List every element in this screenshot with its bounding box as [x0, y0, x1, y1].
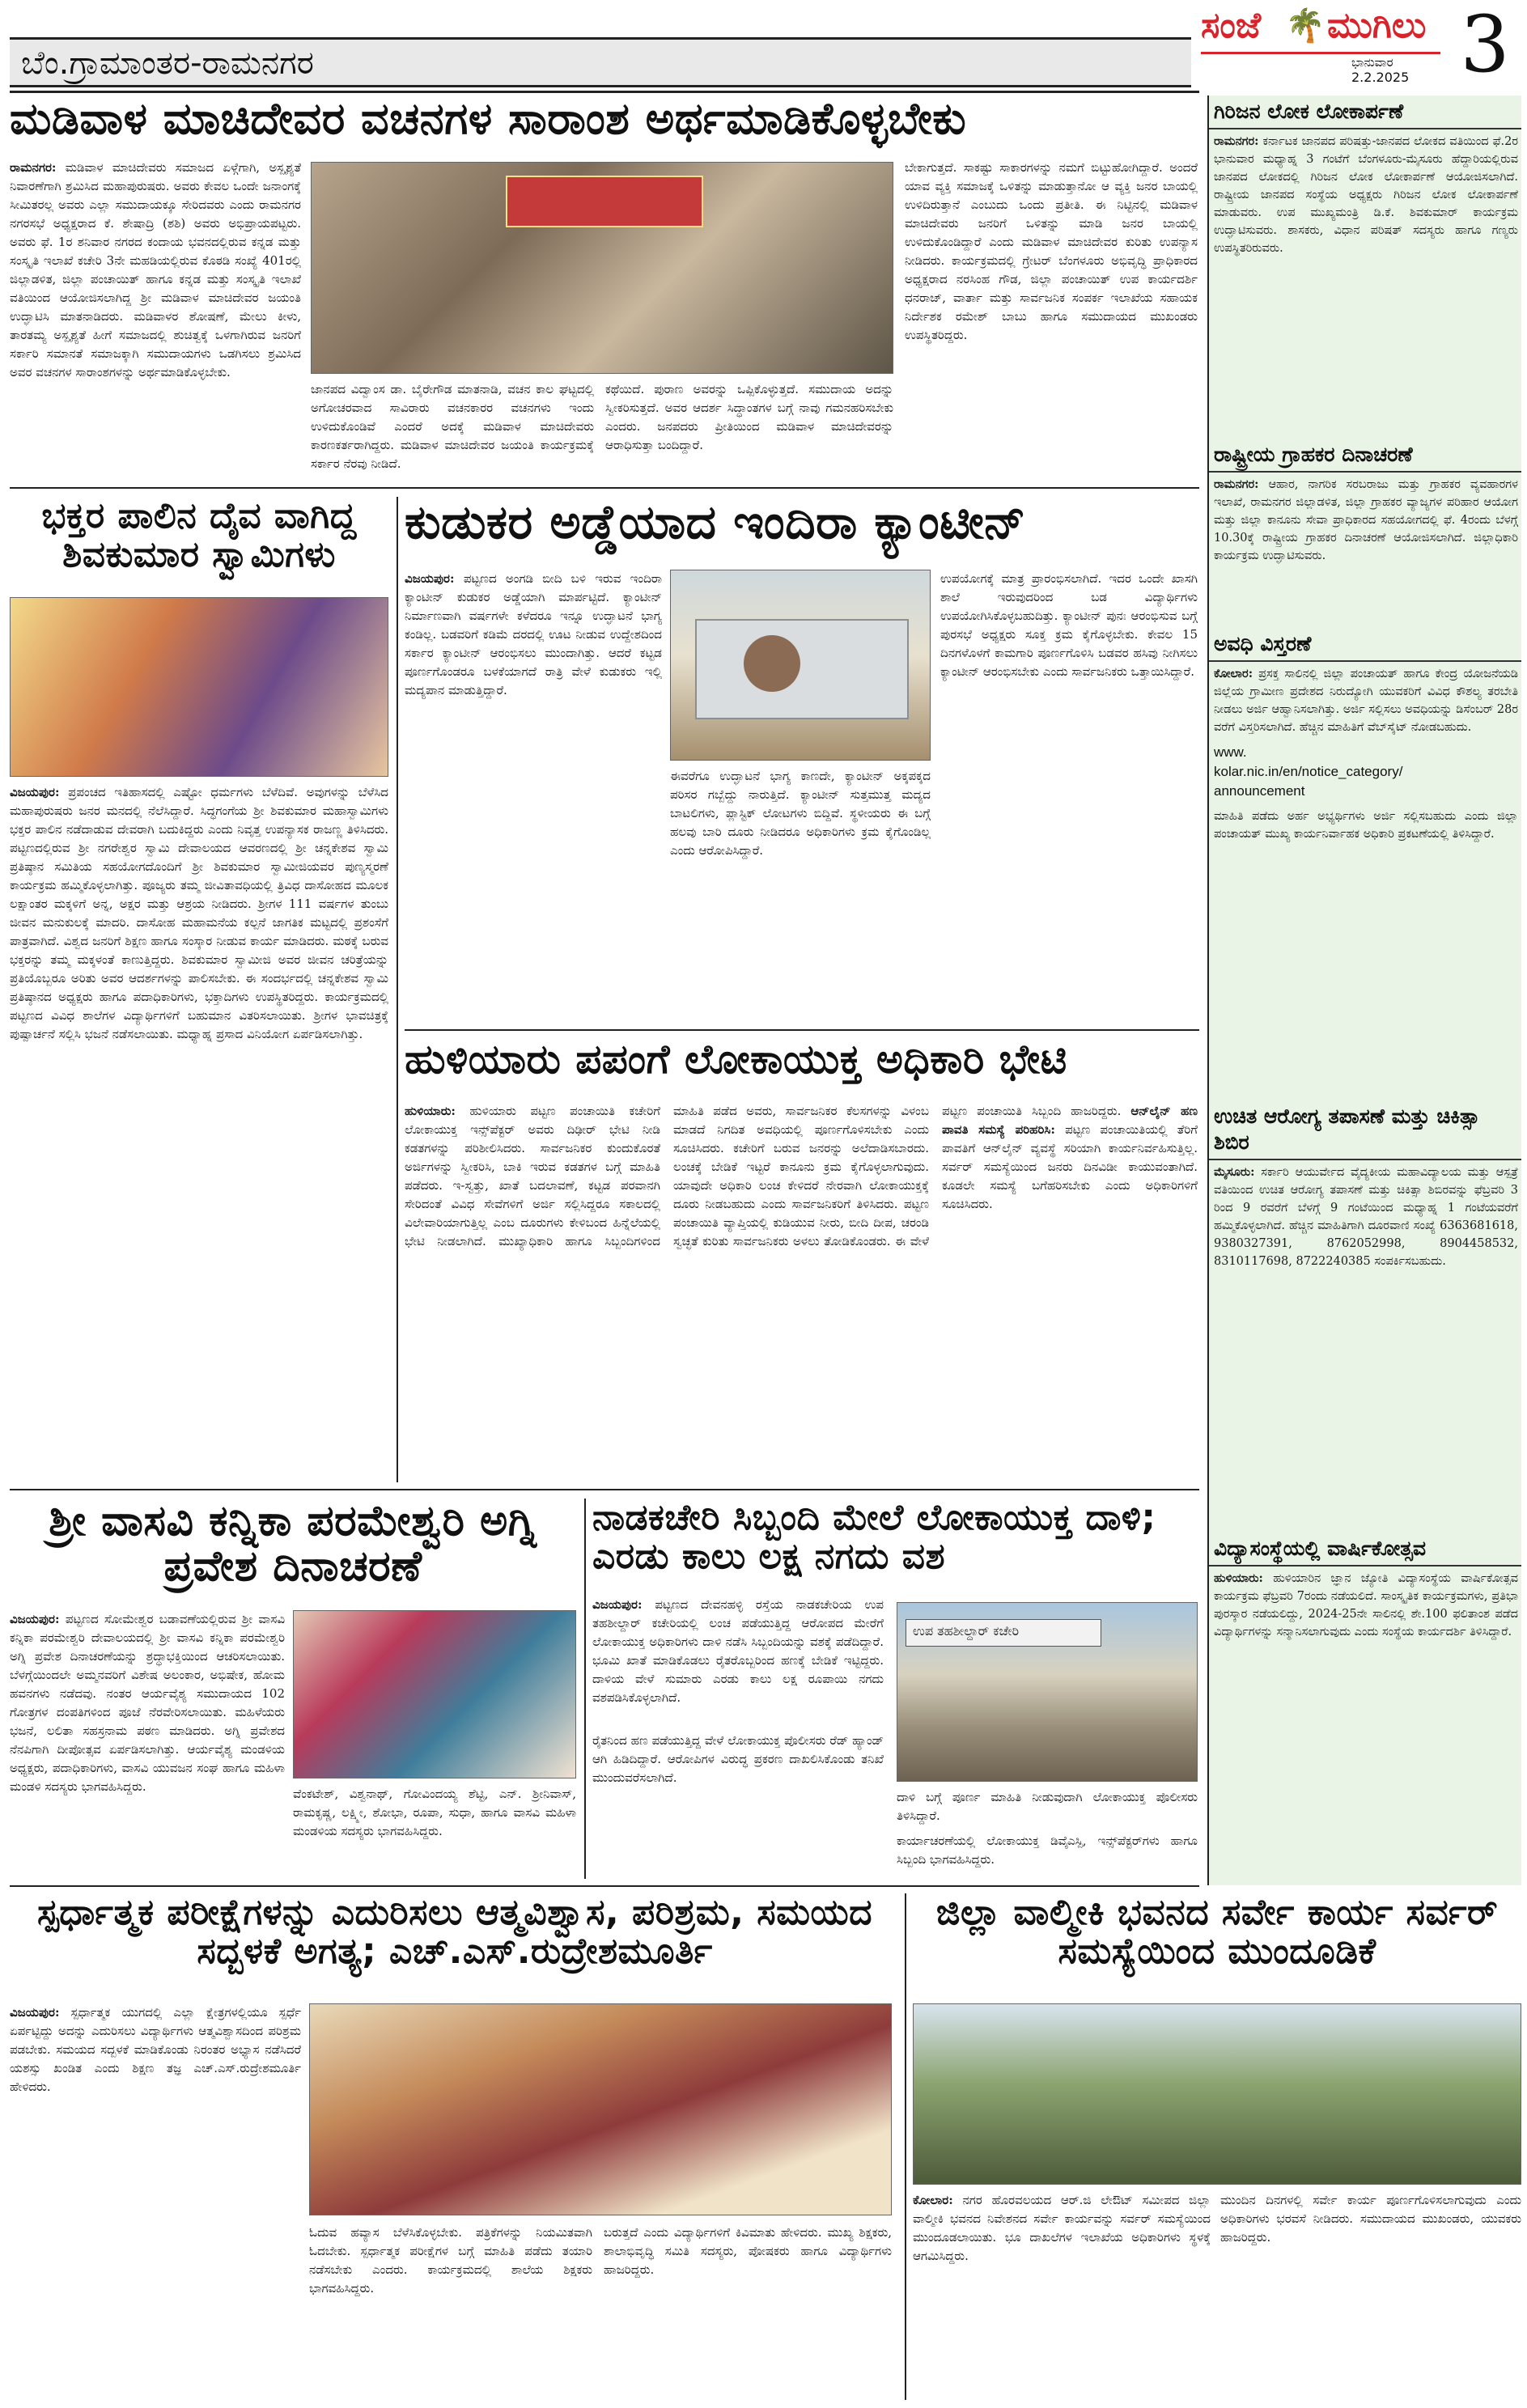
rule-a3 [405, 1029, 1199, 1031]
s3-link-2[interactable]: kolar.nic.in/en/notice_category/ [1214, 764, 1403, 779]
a4-body-text: ಹುಳಿಯಾರು ಪಟ್ಟಣ ಪಂಚಾಯಿತಿ ಕಚೇರಿಗೆ ಲೋಕಾಯುಕ್ತ ಇನ್ಸ್‌ಪೆಕ್ಟರ್ ಅವರು ದಿಢೀರ್ ಭೇಟಿ ನೀಡಿ ಕಡತಗಳನ್ನು ಪರಿಶೀಲಿಸಿದರು. ಸಾರ್ವಜನಿಕರ ಕುಂದುಕೊರತೆ ಅರ್ಜಿಗಳನ್ನು ಸ್ವೀಕರಿಸಿ, ಬಾಕಿ ಇರುವ ಕಡತಗಳ ಬಗ್ಗೆ ಮಾಹಿತಿ ಪಡೆದರು. ಇ-ಸ್ವತ್ತು, ಖಾತೆ ಬದಲಾವಣೆ, ಕಟ್ಟಡ ಪರವಾನಗಿ ಸೇರಿದಂತೆ ವಿವಿಧ ಸೇವೆಗಳಿಗೆ ಅರ್ಜಿ ಸಲ್ಲಿಸಿದ್ದರೂ ಸಕಾಲದಲ್ಲಿ ವಿಲೇವಾರಿಯಾಗುತ್ತಿಲ್ಲ ಎಂಬ ದೂರುಗಳು ಕೇಳಿಬಂದ ಹಿನ್ನೆಲೆಯಲ್ಲಿ ಭೇಟಿ ನೀಡಲಾಗಿದೆ. ಮುಖ್ಯಾಧಿಕಾರಿ ಹಾಗೂ ಸಿಬ್ಬಂದಿಗಳಿಂದ ಮಾಹಿತಿ ಪಡೆದ ಅವರು, ಸಾರ್ವಜನಿಕರ ಕೆಲಸಗಳನ್ನು ವಿಳಂಬ ಮಾಡದೆ ನಿಗದಿತ ಅವಧಿಯಲ್ಲಿ ಪೂರ್ಣಗೊಳಿಸಬೇಕು ಎಂದು ಸೂಚಿಸಿದರು. ಕಚೇರಿಗೆ ಬರುವ ಜನರನ್ನು ಅಲೆದಾಡಿಸಬಾರದು. ಲಂಚಕ್ಕೆ ಬೇಡಿಕೆ ಇಟ್ಟರೆ ಕಾನೂನು ಕ್ರಮ ಕೈಗೊಳ್ಳಲಾಗುವುದು. ಯಾವುದೇ ಅಧಿಕಾರಿ ಲಂಚ ಕೇಳಿದರೆ ನೇರವಾಗಿ ಲೋಕಾಯುಕ್ತಕ್ಕೆ ದೂರು ನೀಡಬಹುದು ಎಂದು ಸಾರ್ವಜನಿಕರಿಗೆ ತಿಳಿಸಿದರು. ಪಟ್ಟಣ ಪಂಚಾಯಿತಿ ವ್ಯಾಪ್ತಿಯಲ್ಲಿ ಕುಡಿಯುವ ನೀರು, ಬೀದಿ ದೀಪ, ಚರಂಡಿ ಸ್ವಚ್ಛತೆ ಕುರಿತು ಸಾರ್ವಜನಿಕರು ಅಳಲು ತೋಡಿಕೊಂಡರು. ಈ ವೇಳೆ ಪಟ್ಟಣ ಪಂಚಾಯಿತಿ ಸಿಬ್ಬಂದಿ ಹಾಜರಿದ್ದರು. [405, 1104, 1122, 1249]
a1-headline: ಮಡಿವಾಳ ಮಾಚಿದೇವರ ವಚನಗಳ ಸಾರಾಂಶ ಅರ್ಥಮಾಡಿಕೊಳ್ಳಬೇಕು [10, 95, 967, 144]
a3-building [695, 619, 909, 719]
a6-headline: ನಾಡಕಚೇರಿ ಸಿಬ್ಬಂದಿ ಮೇಲೆ ಲೋಕಾಯುಕ್ತ ದಾಳಿ; ಎರಡು ಕಾಲು ಲಕ್ಷ ನಗದು ವಶ [592, 1499, 1156, 1577]
a5-photo [293, 1610, 576, 1778]
s2-body [1209, 473, 1521, 568]
a7-headline: ಸ್ಪರ್ಧಾತ್ಮಕ ಪರೀಕ್ಷೆಗಳನ್ನು ಎದುರಿಸಲು ಆತ್ಮವಿಶ್ವಾಸ, ಪರಿಶ್ರಮ, ಸಮಯದ ಸದ್ಬಳಕೆ ಅಗತ್ಯ; ಎಚ್.ಎಸ್.ರುದ್ರೇಶಮೂರ್ತಿ [36, 1893, 873, 1972]
s3-link-1[interactable]: www. [1214, 744, 1247, 760]
a6-sign-text: ಉಪ ತಹಶೀಲ್ದಾರ್ ಕಚೇರಿ [913, 1623, 1020, 1639]
s3-link[interactable] [1209, 740, 1521, 804]
a2-photo [10, 597, 388, 777]
a7-col2: ಓದುವ ಹವ್ಯಾಸ ಬೆಳೆಸಿಕೊಳ್ಳಬೇಕು. ಪತ್ರಿಕೆಗಳನ್ನು ನಿಯಮಿತವಾಗಿ ಓದಬೇಕು. ಸ್ಪರ್ಧಾತ್ಮಕ ಪರೀಕ್ಷೆಗಳ ಬಗ್ಗೆ ಮಾಹಿತಿ ಪಡೆದು ತಯಾರಿ ನಡೆಸಬೇಕು ಎಂದರು. ಕಾರ್ಯಕ್ರಮದಲ್ಲಿ ಶಾಲೆಯ ಶಿಕ್ಷಕರು ಭಾಗವಹಿಸಿದ್ದರು. [309, 2225, 592, 2296]
a3-photo [670, 570, 931, 761]
s4-body [1209, 1160, 1521, 1274]
a7-photo [309, 2003, 892, 2215]
a3-portrait [744, 635, 800, 692]
top-rule [10, 91, 1199, 93]
a2-body-text: ಪ್ರಪಂಚದ ಇತಿಹಾಸದಲ್ಲಿ ಎಷ್ಟೋ ಧರ್ಮಗಳು ಬೆಳೆದಿವೆ. ಅವುಗಳನ್ನು ಬೆಳೆಸಿದ ಮಹಾಪುರುಷರು ಜನರ ಮನದಲ್ಲಿ ನೆಲೆಸಿದ್ದಾರೆ. ಸಿದ್ಧಗಂಗೆಯ ಶ್ರೀ ಶಿವಕುಮಾರ ಮಹಾಸ್ವಾಮಿಗಳು ಭಕ್ತರ ಪಾಲಿನ ನಡೆದಾಡುವ ದೇವರಾಗಿ ಬದುಕಿದ್ದರು ಎಂದು ನಿವೃತ್ತ ಉಪನ್ಯಾಸಕ ರಾಜಣ್ಣ ತಿಳಿಸಿದರು. ಪಟ್ಟಣದಲ್ಲಿರುವ ಶ್ರೀ ನಗರೇಶ್ವರ ಸ್ವಾಮಿ ದೇವಾಲಯದ ಆವರಣದಲ್ಲಿ ಶ್ರೀ ಚನ್ನಕೇಶವ ಸ್ವಾಮಿ ಪ್ರತಿಷ್ಠಾನ ಸಮಿತಿಯ ಸಹಯೋಗದೊಂದಿಗೆ ಶ್ರೀ ಶಿವಕುಮಾರ ಸ್ವಾಮೀಜಿಯವರ ಪುಣ್ಯಸ್ಮರಣೆ ಕಾರ್ಯಕ್ರಮ ಹಮ್ಮಿಕೊಳ್ಳಲಾಗಿತ್ತು. ಪೂಜ್ಯರು ತಮ್ಮ ಜೀವಿತಾವಧಿಯಲ್ಲಿ ತ್ರಿವಿಧ ದಾಸೋಹದ ಮೂಲಕ ಲಕ್ಷಾಂತರ ಮಕ್ಕಳಿಗೆ ಅನ್ನ, ಅಕ್ಷರ ಮತ್ತು ಆಶ್ರಯ ನೀಡಿದರು. ಶ್ರೀಗಳ 111 ವರ್ಷಗಳ ತುಂಬು ಜೀವನ ಮನುಕುಲಕ್ಕೆ ಮಾದರಿ. ದಾಸೋಹ ಮಹಾಮನೆಯ ಕಲ್ಪನೆ ಜಾಗತಿಕ ಮಟ್ಟದಲ್ಲಿ ಪ್ರಶಂಸೆಗೆ ಪಾತ್ರವಾಗಿದೆ. ವಿಶ್ವದ ಜನರಿಗೆ ಶಿಕ್ಷಣ ಹಾಗೂ ಸಂಸ್ಕಾರ ನೀಡುವ ಕಾರ್ಯ ಮಾಡಿದರು. ಮಠಕ್ಕೆ ಬರುವ ಭಕ್ತರನ್ನು ತಮ್ಮ ಮಕ್ಕಳಂತೆ ಕಾಣುತ್ತಿದ್ದರು. ಶಿವಕುಮಾರ ಸ್ವಾಮೀಜಿ ಅವರ ಜೀವನ ಚರಿತ್ರೆಯನ್ನು ಪ್ರತಿಯೊಬ್ಬರೂ ಅರಿತು ಅವರ ಆದರ್ಶಗಳನ್ನು ಪಾಲಿಸಬೇಕು. ಈ ಸಂದರ್ಭದಲ್ಲಿ ಚನ್ನಕೇಶವ ಸ್ವಾಮಿ ಪ್ರತಿಷ್ಠಾನದ ಅಧ್ಯಕ್ಷರು ಹಾಗೂ ಪದಾಧಿಕಾರಿಗಳು, ಭಕ್ತಾದಿಗಳು ಉಪಸ್ಥಿತರಿದ್ದರು. ಕಾರ್ಯಕ್ರಮದಲ್ಲಿ ಪಟ್ಟಣದ ವಿವಿಧ ಶಾಲೆಗಳ ವಿದ್ಯಾರ್ಥಿಗಳಿಗೆ ಬಹುಮಾನ ವಿತರಿಸಲಾಯಿತು. ಶ್ರೀಗಳ ಭಾವಚಿತ್ರಕ್ಕೆ ಪುಷ್ಪಾರ್ಚನೆ ಸಲ್ಲಿಸಿ ಭಜನೆ ನಡೆಸಲಾಯಿತು. ಮಧ್ಯಾಹ್ನ ಪ್ರಸಾದ ವಿನಿಯೋಗ ಏರ್ಪಡಿಸಲಾಗಿತ್ತು. [10, 785, 388, 1041]
a3-dateline: ವಿಜಯಪುರ: [405, 571, 455, 586]
a3-col1-text: ಪಟ್ಟಣದ ಅಂಗಡಿ ಬೀದಿ ಬಳಿ ಇರುವ ಇಂದಿರಾ ಕ್ಯಾಂಟೀನ್ ಕುಡುಕರ ಅಡ್ಡೆಯಾಗಿ ಮಾರ್ಪಟ್ಟಿದೆ. ಕ್ಯಾಂಟೀನ್ ನಿರ್ಮಾಣವಾಗಿ ವರ್ಷಗಳೇ ಕಳೆದರೂ ಇನ್ನೂ ಉದ್ಘಾಟನೆ ಭಾಗ್ಯ ಕಂಡಿಲ್ಲ. ಬಡವರಿಗೆ ಕಡಿಮೆ ದರದಲ್ಲಿ ಊಟ ನೀಡುವ ಉದ್ದೇಶದಿಂದ ಸರ್ಕಾರ ಕ್ಯಾಂಟೀನ್ ಆರಂಭಿಸಲು ಮುಂದಾಗಿತ್ತು. ಆದರೆ ಕಟ್ಟಡ ಪೂರ್ಣಗೊಂಡರೂ ಬಳಕೆಯಾಗದೆ ರಾತ್ರಿ ವೇಳೆ ಕುಡುಕರು ಇಲ್ಲಿ ಮದ್ಯಪಾನ ಮಾಡುತ್ತಿದ್ದಾರೆ. [405, 571, 662, 697]
s3-headline: ಅವಧಿ ವಿಸ್ತರಣೆ [1209, 628, 1521, 662]
a8-photo [913, 2003, 1521, 2185]
a6-caption: ದಾಳಿ ಬಗ್ಗೆ ಪೂರ್ಣ ಮಾಹಿತಿ ನೀಡುವುದಾಗಿ ಲೋಕಾಯುಕ್ತ ಪೊಲೀಸರು ತಿಳಿಸಿದ್ದಾರೆ. [897, 1790, 1198, 1823]
s1-body [1209, 129, 1521, 261]
a4-headline: ಹುಳಿಯಾರು ಪಪಂಗೆ ಲೋಕಾಯುಕ್ತ ಅಧಿಕಾರಿ ಭೇಟಿ [405, 1037, 1067, 1083]
a6-sign [906, 1619, 1101, 1647]
s5 [1209, 1533, 1521, 1885]
page-number: 3 [1460, 0, 1510, 89]
masthead-rule [1201, 52, 1440, 54]
s3-link-3[interactable]: announcement [1214, 783, 1305, 799]
paper-name-part1: ಸಂಜೆ [1201, 5, 1262, 46]
s2-dateline: ರಾಮನಗರ: [1214, 477, 1259, 491]
rule-a1 [10, 487, 1199, 489]
section-label: ಬೆಂ.ಗ್ರಾಮಾಂತರ-ರಾಮನಗರ [21, 45, 314, 82]
a8-col1 [913, 2191, 1211, 2398]
vrule-a5 [584, 1499, 586, 1879]
palm-icon: 🌴 [1285, 7, 1326, 45]
a1-col1 [10, 159, 301, 482]
a5-headline: ಶ್ರೀ ವಾಸವಿ ಕನ್ನಿಕಾ ಪರಮೇಶ್ವರಿ ಅಗ್ನಿ ಪ್ರವೇಶ ದಿನಾಚರಣೆ [49, 1499, 537, 1592]
s5-body-text: ಹುಳಿಯಾರಿನ ಜ್ಞಾನ ಜ್ಯೋತಿ ವಿದ್ಯಾಸಂಸ್ಥೆಯ ವಾರ್ಷಿಕೋತ್ಸವ ಕಾರ್ಯಕ್ರಮ ಫೆಬ್ರವರಿ 7ರಂದು ನಡೆಯಲಿದೆ. ಸಾಂಸ್ಕೃತಿಕ ಕಾರ್ಯಕ್ರಮಗಳು, ಪ್ರತಿಭಾ ಪುರಸ್ಕಾರ ನಡೆಯಲಿದ್ದು, 2024-25ನೇ ಸಾಲಿನಲ್ಲಿ ಶೇ.100 ಫಲಿತಾಂಶ ಪಡೆದ ವಿದ್ಯಾರ್ಥಿಗಳನ್ನು ಸನ್ಮಾನಿಸಲಾಗುವುದು ಎಂದು ಸಂಸ್ಥೆಯ ಕಾರ್ಯದರ್ಶಿ ತಿಳಿಸಿದ್ದಾರೆ. [1214, 1572, 1519, 1639]
s1-dateline: ರಾಮನಗರ: [1214, 134, 1259, 148]
a3-col4: ಉಪಯೋಗಕ್ಕೆ ಮಾತ್ರ ಪ್ರಾರಂಭಿಸಲಾಗಿದೆ. ಇದರ ಒಂದೇ ಖಾಸಗಿ ಶಾಲೆ ಇರುವುದರಿಂದ ಬಡ ವಿದ್ಯಾರ್ಥಿಗಳು ಉಪಯೋಗಿಸಿಕೊಳ್ಳಬಹುದಿತ್ತು. ಕ್ಯಾಂಟೀನ್ ಪುನಃ ಆರಂಭಿಸುವ ಬಗ್ಗೆ ಪುರಸಭೆ ಅಧ್ಯಕ್ಷರು ಸೂಕ್ತ ಕ್ರಮ ಕೈಗೊಳ್ಳಬೇಕು. ಕೇವಲ 15 ದಿನಗಳೊಳಗೆ ಕಾಮಗಾರಿ ಪೂರ್ಣಗೊಳಿಸಿ ಬಡವರ ಹಸಿವು ನೀಗಿಸಲು ಕ್ಯಾಂಟೀನ್ ಆರಂಭಿಸಬೇಕು ಎಂದು ಸಾರ್ವಜನಿಕರು ಒತ್ತಾಯಿಸಿದ್ದಾರೆ. [940, 571, 1198, 679]
sidebar [1207, 95, 1521, 1885]
a1-photo [311, 162, 893, 374]
a1-banner [506, 176, 703, 227]
a5-body [10, 1610, 285, 1877]
vrule-a2 [397, 497, 398, 1482]
s2-body-text: ಆಹಾರ, ನಾಗರಿಕ ಸರಬರಾಜು ಮತ್ತು ಗ್ರಾಹಕರ ವ್ಯವಹಾರಗಳ ಇಲಾಖೆ, ರಾಮನಗರ ಜಿಲ್ಲಾಡಳಿತ, ಜಿಲ್ಲಾ ಗ್ರಾಹಕರ ವ್ಯಾಜ್ಯಗಳ ಪರಿಹಾರ ಆಯೋಗ ಮತ್ತು ಜಿಲ್ಲಾ ಕಾನೂನು ಸೇವಾ ಪ್ರಾಧಿಕಾರದ ಸಹಯೋಗದಲ್ಲಿ ಫೆ. 4ರಂದು ಬೆಳಗ್ಗೆ 10.30ಕ್ಕೆ ರಾಷ್ಟ್ರೀಯ ಗ್ರಾಹಕರ ದಿನಾಚರಣೆ ಆಯೋಜಿಸಲಾಗಿದೆ. ಜಿಲ್ಲಾಧಿಕಾರಿ ಕಾರ್ಯಕ್ರಮ ಉದ್ಘಾಟಿಸುವರು. [1214, 478, 1519, 562]
a3-col1 [405, 570, 662, 1024]
a1-dateline: ರಾಮನಗರ: [10, 160, 57, 175]
s2-headline: ರಾಷ್ಟ್ರೀಯ ಗ್ರಾಹಕರ ದಿನಾಚರಣೆ [1209, 439, 1521, 473]
a4-body2: ಪಟ್ಟಣ ಪಂಚಾಯಿತಿಯಲ್ಲಿ ತೆರಿಗೆ ಪಾವತಿಗೆ ಆನ್‌ಲೈನ್ ವ್ಯವಸ್ಥೆ ಸರಿಯಾಗಿ ಕಾರ್ಯನಿರ್ವಹಿಸುತ್ತಿಲ್ಲ. ಸರ್ವರ್ ಸಮಸ್ಯೆಯಿಂದ ಜನರು ದಿನವಿಡೀ ಕಾಯುವಂತಾಗಿದೆ. ಕೂಡಲೇ ಸಮಸ್ಯೆ ಬಗೆಹರಿಸಬೇಕು ಎಂದು ಅಧಿಕಾರಿಗಳಿಗೆ ಸೂಚಿಸಿದರು. [942, 1122, 1198, 1211]
a4-subhead: ಆನ್‌ಲೈನ್ ಹಣ ಪಾವತಿ ಸಮಸ್ಯೆ ಪರಿಹರಿಸಿ: [942, 1104, 1198, 1137]
a6-col1 [592, 1596, 884, 1725]
s4-headline: ಉಚಿತ ಆರೋಗ್ಯ ತಪಾಸಣೆ ಮತ್ತು ಚಿಕಿತ್ಸಾ ಶಿಬಿರ [1209, 1100, 1521, 1160]
masthead-logo [1198, 5, 1449, 86]
s4 [1209, 1100, 1521, 1529]
weekday: ಭಾನುವಾರ [1351, 55, 1393, 70]
a3-col3: ಈವರೆಗೂ ಉದ್ಘಾಟನೆ ಭಾಗ್ಯ ಕಾಣದೇ, ಕ್ಯಾಂಟೀನ್ ಅಕ್ಕಪಕ್ಕದ ಪರಿಸರ ಗಬ್ಬೆದ್ದು ನಾರುತ್ತಿದೆ. ಕ್ಯಾಂಟೀನ್ ಸುತ್ತಮುತ್ತ ಮದ್ಯದ ಬಾಟಲಿಗಳು, ಪ್ಲಾಸ್ಟಿಕ್ ಲೋಟಗಳು ಬಿದ್ದಿವೆ. ಸ್ಥಳೀಯರು ಈ ಬಗ್ಗೆ ಹಲವು ಬಾರಿ ದೂರು ನೀಡಿದರೂ ಅಧಿಕಾರಿಗಳು ಕ್ರಮ ಕೈಗೊಂಡಿಲ್ಲ ಎಂದು ಆರೋಪಿಸಿದ್ದಾರೆ. [670, 769, 931, 858]
a6-dateline: ವಿಜಯಪುರ: [592, 1597, 643, 1612]
a2-headline: ಭಕ್ತರ ಪಾಲಿನ ದೈವ ವಾಗಿದ್ದ ಶಿವಕುಮಾರ ಸ್ವಾಮಿಗಳು [41, 497, 357, 575]
s4-body-text: ಸರ್ಕಾರಿ ಆಯುರ್ವೇದ ವೈದ್ಯಕೀಯ ಮಹಾವಿದ್ಯಾಲಯ ಮತ್ತು ಆಸ್ಪತ್ರೆ ವತಿಯಿಂದ ಉಚಿತ ಆರೋಗ್ಯ ತಪಾಸಣೆ ಮತ್ತು ಚಿಕಿತ್ಸಾ ಶಿಬಿರವನ್ನು ಫೆಬ್ರವರಿ 3 ರಿಂದ 9 ರವರೆಗೆ ಬೆಳಗ್ಗೆ 9 ಗಂಟೆಯಿಂದ ಮಧ್ಯಾಹ್ನ 1 ಗಂಟೆಯವರೆಗೆ ಹಮ್ಮಿಕೊಳ್ಳಲಾಗಿದೆ. ಹೆಚ್ಚಿನ ಮಾಹಿತಿಗಾಗಿ ದೂರವಾಣಿ ಸಂಖ್ಯೆ 6363681618, 9380327391, 8762052998, 8904458532, 8310117698, 8722240385 ಸಂಪರ್ಕಿಸಬಹುದು. [1214, 1166, 1519, 1268]
rule-a6 [10, 1885, 1199, 1887]
a8-col1-text: ನಗರ ಹೊರವಲಯದ ಆರ್.ಜಿ ಲೇಔಟ್ ಸಮೀಪದ ಜಿಲ್ಲಾ ವಾಲ್ಮೀಕಿ ಭವನದ ನಿವೇಶನದ ಸರ್ವೇ ಕಾರ್ಯವನ್ನು ಸರ್ವರ್ ಸಮಸ್ಯೆಯಿಂದ ಮುಂದೂಡಲಾಯಿತು. ಭೂ ದಾಖಲೆಗಳ ಇಲಾಖೆಯ ಅಧಿಕಾರಿಗಳು ಸ್ಥಳಕ್ಕೆ ಆಗಮಿಸಿದ್ದರು. [913, 2193, 1211, 2263]
vrule-a7 [905, 1893, 906, 2400]
a1-col2: ಜಾನಪದ ವಿದ್ವಾಂಸ ಡಾ. ಬೈರೇಗೌಡ ಮಾತನಾಡಿ, ವಚನ ಕಾಲ ಘಟ್ಟದಲ್ಲಿ ಅಗೋಚರವಾದ ಸಾವಿರಾರು ವಚನಕಾರರ ವಚನಗಳು ಇಂದು ಉಳಿದುಕೊಂಡಿವೆ ಎಂದರೆ ಅದಕ್ಕೆ ಮಡಿವಾಳ ಮಾಚಿದೇವರು ಕಾರಣಕರ್ತರಾಗಿದ್ದರು. ಮಡಿವಾಳ ಮಾಚಿದೇವರ ಜಯಂತಿ ಕಾರ್ಯಕ್ರಮಕ್ಕೆ ಸರ್ಕಾರ ನೆರವು ನೀಡಿದೆ. [311, 382, 594, 471]
s3-body [1209, 662, 1521, 740]
a6-col1-text: ಪಟ್ಟಣದ ದೇವನಹಳ್ಳಿ ರಸ್ತೆಯ ನಾಡಕಚೇರಿಯ ಉಪ ತಹಶೀಲ್ದಾರ್ ಕಚೇರಿಯಲ್ಲಿ ಲಂಚ ಪಡೆಯುತ್ತಿದ್ದ ಆರೋಪದ ಮೇರೆಗೆ ಲೋಕಾಯುಕ್ತ ಅಧಿಕಾರಿಗಳು ದಾಳಿ ನಡೆಸಿ ಸಿಬ್ಬಂದಿಯನ್ನು ವಶಕ್ಕೆ ಪಡೆದಿದ್ದಾರೆ. ಭೂಮಿ ಖಾತೆ ಮಾಡಿಕೊಡಲು ರೈತರೊಬ್ಬರಿಂದ ಹಣಕ್ಕೆ ಬೇಡಿಕೆ ಇಟ್ಟಿದ್ದರು. ದಾಳಿಯ ವೇಳೆ ಸುಮಾರು ಎರಡು ಕಾಲು ಲಕ್ಷ ರೂಪಾಯಿ ನಗದು ವಶಪಡಿಸಿಕೊಳ್ಳಲಾಗಿದೆ. [592, 1597, 884, 1705]
section-label-box [10, 37, 1191, 87]
s3-body-text: ಪ್ರಸಕ್ತ ಸಾಲಿನಲ್ಲಿ ಜಿಲ್ಲಾ ಪಂಚಾಯತ್ ಹಾಗೂ ಕೇಂದ್ರ ಯೋಜನೆಯಡಿ ಜಿಲ್ಲೆಯ ಗ್ರಾಮೀಣ ಪ್ರದೇಶದ ನಿರುದ್ಯೋಗಿ ಯುವಕರಿಗೆ ವಿವಿಧ ಕೌಶಲ್ಯ ತರಬೇತಿ ನೀಡಲು ಅರ್ಜಿ ಆಹ್ವಾನಿಸಲಾಗಿತ್ತು. ಅರ್ಜಿ ಸಲ್ಲಿಸಲು ಅವಧಿಯನ್ನು ಡಿಸೆಂಬರ್ 28ರ ವರೆಗೆ ವಿಸ್ತರಿಸಲಾಗಿದೆ. ಹೆಚ್ಚಿನ ಮಾಹಿತಿಗೆ ವೆಬ್‌ಸೈಟ್ ನೋಡಬಹುದು. [1214, 668, 1519, 734]
a8-dateline: ಕೋಲಾರ: [913, 2193, 953, 2207]
a3-headline: ಕುಡುಕರ ಅಡ್ಡೆಯಾದ ಇಂದಿರಾ ಕ್ಯಾಂಟೀನ್ [405, 497, 1026, 549]
date: 2.2.2025 [1351, 70, 1410, 85]
a7-dateline: ವಿಜಯಪುರ: [10, 2005, 60, 2020]
s1 [1209, 95, 1521, 435]
a8-col2: ಮುಂದಿನ ದಿನಗಳಲ್ಲಿ ಸರ್ವೇ ಕಾರ್ಯ ಪೂರ್ಣಗೊಳಿಸಲಾಗುವುದು ಎಂದು ಅಧಿಕಾರಿಗಳು ಭರವಸೆ ನೀಡಿದರು. ಸಮುದಾಯದ ಮುಖಂಡರು, ಯುವಕರು ಹಾಜರಿದ್ದರು. [1220, 2193, 1521, 2245]
s5-headline: ವಿದ್ಯಾಸಂಸ್ಥೆಯಲ್ಲಿ ವಾರ್ಷಿಕೋತ್ಸವ [1209, 1533, 1521, 1566]
s2 [1209, 439, 1521, 625]
s1-headline: ಗಿರಿಜನ ಲೋಕ ಲೋಕಾರ್ಪಣೆ [1209, 95, 1521, 129]
a4-dateline: ಹುಳಿಯಾರು: [405, 1104, 456, 1118]
a8-headline: ಜಿಲ್ಲಾ ವಾಲ್ಮೀಕಿ ಭವನದ ಸರ್ವೇ ಕಾರ್ಯ ಸರ್ವರ್ ಸಮಸ್ಯೆಯಿಂದ ಮುಂದೂಡಿಕೆ [935, 1893, 1499, 1972]
a2-body [10, 783, 388, 1481]
a7-col1-text: ಸ್ಪರ್ಧಾತ್ಮಕ ಯುಗದಲ್ಲಿ ಎಲ್ಲಾ ಕ್ಷೇತ್ರಗಳಲ್ಲಿಯೂ ಸ್ಪರ್ಧೆ ಏರ್ಪಟ್ಟಿದ್ದು ಅದನ್ನು ಎದುರಿಸಲು ವಿದ್ಯಾರ್ಥಿಗಳು ಆತ್ಮವಿಶ್ವಾಸದಿಂದ ಪರಿಶ್ರಮ ಪಡಬೇಕು. ಸಮಯದ ಸದ್ಬಳಕೆ ಮಾಡಿಕೊಂಡು ನಿರಂತರ ಅಭ್ಯಾಸ ನಡೆಸಿದರೆ ಯಶಸ್ಸು ಖಂಡಿತ ಎಂದು ಶಿಕ್ಷಣ ತಜ್ಞ ಎಚ್.ಎಸ್.ರುದ್ರೇಶಮೂರ್ತಿ ಹೇಳಿದರು. [10, 2005, 301, 2094]
a4-body [405, 1102, 1198, 1482]
a1-col3: ಕಥೆಯಿದೆ. ಪುರಾಣ ಅವರನ್ನು ಒಪ್ಪಿಕೊಳ್ಳುತ್ತದೆ. ಸಮುದಾಯ ಅದನ್ನು ಸ್ವೀಕರಿಸುತ್ತದೆ. ಅವರ ಆದರ್ಶ ಸಿದ್ಧಾಂತಗಳ ಬಗ್ಗೆ ನಾವು ಗಮನಹರಿಸಬೇಕು ಎಂದರು. ಜನಪದರು ಪ್ರೀತಿಯಿಂದ ಮಡಿವಾಳ ಮಾಚಿದೇವರನ್ನು ಆರಾಧಿಸುತ್ತಾ ಬಂದಿದ್ದಾರೆ. [605, 382, 893, 452]
s5-dateline: ಹುಳಿಯಾರು: [1214, 1571, 1263, 1585]
s1-body-text: ಕರ್ನಾಟಕ ಜಾನಪದ ಪರಿಷತ್ತು-ಜಾನಪದ ಲೋಕದ ವತಿಯಿಂದ ಫೆ.2ರ ಭಾನುವಾರ ಮಧ್ಯಾಹ್ನ 3 ಗಂಟೆಗೆ ಬೆಂಗಳೂರು-ಮೈಸೂರು ಹೆದ್ದಾರಿಯಲ್ಲಿರುವ ಜಾನಪದ ಲೋಕದಲ್ಲಿ ಗಿರಿಜನ ಲೋಕ ಲೋಕಾರ್ಪಣೆ ಆಯೋಜಿಸಲಾಗಿದೆ. ರಾಷ್ಟ್ರೀಯ ಜಾನಪದ ಸಂಸ್ಥೆಯ ಅಧ್ಯಕ್ಷರು ಗಿರಿಜನ ಲೋಕ ಲೋಕಾರ್ಪಣೆ ಮಾಡುವರು. ಉಪ ಮುಖ್ಯಮಂತ್ರಿ ಡಿ.ಕೆ. ಶಿವಕುಮಾರ್ ಕಾರ್ಯಕ್ರಮ ಉದ್ಘಾಟಿಸುವರು. ಶಾಸಕರು, ವಿಧಾನ ಪರಿಷತ್ ಸದಸ್ಯರು ಹಾಗೂ ಗಣ್ಯರು ಉಪಸ್ಥಿತರಿರುವರು. [1214, 135, 1519, 255]
a6-col3: ಕಾರ್ಯಾಚರಣೆಯಲ್ಲಿ ಲೋಕಾಯುಕ್ತ ಡಿವೈಎಸ್ಪಿ, ಇನ್ಸ್‌ಪೆಕ್ಟರ್‌ಗಳು ಹಾಗೂ ಸಿಬ್ಬಂದಿ ಭಾಗವಹಿಸಿದ್ದರು. [897, 1834, 1198, 1867]
paper-name-part2: ಮುಗಿಲು [1327, 5, 1427, 46]
a1-col4: ಬೇಕಾಗುತ್ತದೆ. ಸಾಕಷ್ಟು ಸಾಕಾರಗಳನ್ನು ನಮಗೆ ಬಿಟ್ಟುಹೋಗಿದ್ದಾರೆ. ಅಂದರೆ ಯಾವ ವ್ಯಕ್ತಿ ಸಮಾಜಕ್ಕೆ ಒಳಿತನ್ನು ಮಾಡುತ್ತಾನೋ ಆ ವ್ಯಕ್ತಿ ಜನರ ಬಾಯಲ್ಲಿ ಉಳಿದಿರುತ್ತಾನೆ ಎಂಬುದು ಒಂದು ಪ್ರತೀತಿ. ಈ ನಿಟ್ಟಿನಲ್ಲಿ ಮಡಿವಾಳ ಮಾಚಿದೇವರು ಜನರಿಗೆ ಒಳಿತನ್ನು ಮಾಡಿ ಜನರ ಬಾಯಲ್ಲಿ ಉಳಿದುಕೊಂಡಿದ್ದಾರೆ ಎಂದು ಮಡಿವಾಳ ಮಾಚಿದೇವರ ಕುರಿತು ಉಪನ್ಯಾಸ ನೀಡಿದರು. ಕಾರ್ಯಕ್ರಮದಲ್ಲಿ ಗ್ರೇಟರ್ ಬೆಂಗಳೂರು ಅಭಿವೃದ್ಧಿ ಪ್ರಾಧಿಕಾರದ ಅಧ್ಯಕ್ಷರಾದ ನರಸಿಂಹ ಗೌಡ, ಜಿಲ್ಲಾ ಪಂಚಾಯಿತ್ ಉಪ ಕಾರ್ಯದರ್ಶಿ ಧನರಾಜ್, ವಾರ್ತಾ ಮತ್ತು ಸಾರ್ವಜನಿಕ ಸಂಪರ್ಕ ಇಲಾಖೆಯ ಸಹಾಯಕ ನಿರ್ದೇಶಕ ರಮೇಶ್ ಬಾಬು ಹಾಗೂ ಸಮುದಾಯದ ಮುಖಂಡರು ಉಪಸ್ಥಿತರಿದ್ದರು. [905, 160, 1198, 342]
a5-caption: ವೆಂಕಟೇಶ್, ವಿಶ್ವನಾಥ್, ಗೋವಿಂದಯ್ಯ ಶೆಟ್ಟಿ, ಎನ್. ಶ್ರೀನಿವಾಸ್, ರಾಮಕೃಷ್ಣ, ಲಕ್ಷ್ಮೀ, ಶೋಭಾ, ರೂಪಾ, ಸುಧಾ, ಹಾಗೂ ವಾಸವಿ ಮಹಿಳಾ ಮಂಡಳಿಯ ಸದಸ್ಯರು ಭಾಗವಹಿಸಿದ್ದರು. [293, 1787, 576, 1838]
s3 [1209, 628, 1521, 1097]
s3-dateline: ಕೋಲಾರ: [1214, 667, 1253, 680]
a7-col3: ಬರುತ್ತದೆ ಎಂದು ವಿದ್ಯಾರ್ಥಿಗಳಿಗೆ ಕಿವಿಮಾತು ಹೇಳಿದರು. ಮುಖ್ಯ ಶಿಕ್ಷಕರು, ಶಾಲಾಭಿವೃದ್ಧಿ ಸಮಿತಿ ಸದಸ್ಯರು, ಪೋಷಕರು ಹಾಗೂ ವಿದ್ಯಾರ್ಥಿಗಳು ಹಾಜರಿದ್ದರು. [604, 2225, 892, 2277]
a6-photo [897, 1602, 1198, 1782]
a1-col1-text: ಮಡಿವಾಳ ಮಾಚಿದೇವರು ಸಮಾಜದ ಏಳ್ಗೆಗಾಗಿ, ಅಸ್ಪೃಶ್ಯತೆ ನಿವಾರಣೆಗಾಗಿ ಶ್ರಮಿಸಿದ ಮಹಾಪುರುಷರು. ಅವರು ಕೇವಲ ಒಂದೇ ಜನಾಂಗಕ್ಕೆ ಸೀಮಿತರಲ್ಲ ಅವರು ಎಲ್ಲಾ ಸಮುದಾಯಕ್ಕೂ ಸೇರಿದವರು ಎಂದು ರಾಮನಗರ ನಗರಸಭೆ ಅಧ್ಯಕ್ಷರಾದ ಕೆ. ಶೇಷಾದ್ರಿ (ಶಶಿ) ಅವರು ಅಭಿಪ್ರಾಯಪಟ್ಟರು. ಅವರು ಫೆ. 1ರ ಶನಿವಾರ ನಗರದ ಕಂದಾಯ ಭವನದಲ್ಲಿರುವ ಕನ್ನಡ ಮತ್ತು ಸಂಸ್ಕೃತಿ ಇಲಾಖೆ ಕಚೇರಿ 3ನೇ ಮಹಡಿಯಲ್ಲಿರುವ ಕೊಠಡಿ ಸಂಖ್ಯೆ 401ರಲ್ಲಿ ಜಿಲ್ಲಾಡಳಿತ, ಜಿಲ್ಲಾ ಪಂಚಾಯಿತ್ ಹಾಗೂ ಕನ್ನಡ ಮತ್ತು ಸಂಸ್ಕೃತಿ ಇಲಾಖೆ ವತಿಯಿಂದ ಆಯೋಜಿಸಲಾಗಿದ್ದ ಶ್ರೀ ಮಡಿವಾಳ ಮಾಚಿದೇವರ ಜಯಂತಿ ಉದ್ಘಾಟಿಸಿ ಮಾತನಾಡಿದರು. ಮಡಿವಾಳರ ಶೋಷಣೆ, ಮೇಲು ಕೀಳು, ತಾರತಮ್ಯ ಅಸ್ಪೃಶ್ಯತೆ ಹೀಗೆ ಸಮಾಜದಲ್ಲಿ ಶುಚಿತ್ವಕ್ಕೆ ಒಳಗಾಗಿರುವ ಜನರಿಗೆ ಸರ್ಕಾರಿ ಸಮಾನತೆ ಸಮಾಜಕ್ಕಾಗಿ ಸಮುದಾಯಗಳು ಒಡಗಿಸಲು ಶ್ರಮಿಸಿದ ಅವರ ವಚನಗಳ ಸಾರಾಂಶಗಳನ್ನು ಅರ್ಥಮಾಡಿಕೊಳ್ಳಬೇಕು. [10, 160, 301, 379]
s4-dateline: ಮೈಸೂರು: [1214, 1165, 1255, 1179]
a7-col1 [10, 2003, 301, 2398]
a2-dateline: ವಿಜಯಪುರ: [10, 785, 60, 799]
rule-a4 [10, 1489, 1199, 1490]
s3-body2: ಮಾಹಿತಿ ಪಡೆದು ಅರ್ಹ ಅಭ್ಯರ್ಥಿಗಳು ಅರ್ಜಿ ಸಲ್ಲಿಸಬಹುದು ಎಂದು ಜಿಲ್ಲಾ ಪಂಚಾಯತ್ ಮುಖ್ಯ ಕಾರ್ಯನಿರ್ವಾಹಕ ಅಧಿಕಾರಿ ಪ್ರಕಟಣೆಯಲ್ಲಿ ತಿಳಿಸಿದ್ದಾರೆ. [1214, 810, 1518, 841]
a6-col2: ರೈತನಿಂದ ಹಣ ಪಡೆಯುತ್ತಿದ್ದ ವೇಳೆ ಲೋಕಾಯುಕ್ತ ಪೊಲೀಸರು ರೆಡ್ ಹ್ಯಾಂಡ್ ಆಗಿ ಹಿಡಿದಿದ್ದಾರೆ. ಆರೋಪಿಗಳ ವಿರುದ್ಧ ಪ್ರಕರಣ ದಾಖಲಿಸಿಕೊಂಡು ತನಿಖೆ ಮುಂದುವರೆಸಲಾಗಿದೆ. [592, 1733, 884, 1785]
s5-body [1209, 1566, 1521, 1644]
a5-dateline: ವಿಜಯಪುರ: [10, 1612, 60, 1626]
a5-body-text: ಪಟ್ಟಣದ ಸೋಮೇಶ್ವರ ಬಡಾವಣೆಯಲ್ಲಿರುವ ಶ್ರೀ ವಾಸವಿ ಕನ್ನಿಕಾ ಪರಮೇಶ್ವರಿ ದೇವಾಲಯದಲ್ಲಿ ಶ್ರೀ ವಾಸವಿ ಕನ್ನಿಕಾ ಪರಮೇಶ್ವರಿ ಅಗ್ನಿ ಪ್ರವೇಶ ದಿನಾಚರಣೆಯನ್ನು ಶ್ರದ್ಧಾಭಕ್ತಿಯಿಂದ ಆಚರಿಸಲಾಯಿತು. ಬೆಳಗ್ಗೆಯಿಂದಲೇ ಅಮ್ಮನವರಿಗೆ ವಿಶೇಷ ಅಲಂಕಾರ, ಅಭಿಷೇಕ, ಹೋಮ ಹವನಗಳು ನಡೆದವು. ನಂತರ ಆರ್ಯವೈಶ್ಯ ಸಮುದಾಯದ 102 ಗೋತ್ರಗಳ ದಂಪತಿಗಳಿಂದ ಪೂಜೆ ನೆರವೇರಿಸಲಾಯಿತು. ಮಹಿಳೆಯರು ಭಜನೆ, ಲಲಿತಾ ಸಹಸ್ರನಾಮ ಪಠಣ ಮಾಡಿದರು. ಅಗ್ನಿ ಪ್ರವೇಶದ ನೆನಪಿಗಾಗಿ ದೀಪೋತ್ಸವ ಏರ್ಪಡಿಸಲಾಗಿತ್ತು. ಆರ್ಯವೈಶ್ಯ ಮಂಡಳಿಯ ಅಧ್ಯಕ್ಷರು, ಪದಾಧಿಕಾರಿಗಳು, ವಾಸವಿ ಯುವಜನ ಸಂಘ ಹಾಗೂ ಮಹಿಳಾ ಮಂಡಳಿ ಸದಸ್ಯರು ಭಾಗವಹಿಸಿದ್ದರು. [10, 1612, 285, 1794]
